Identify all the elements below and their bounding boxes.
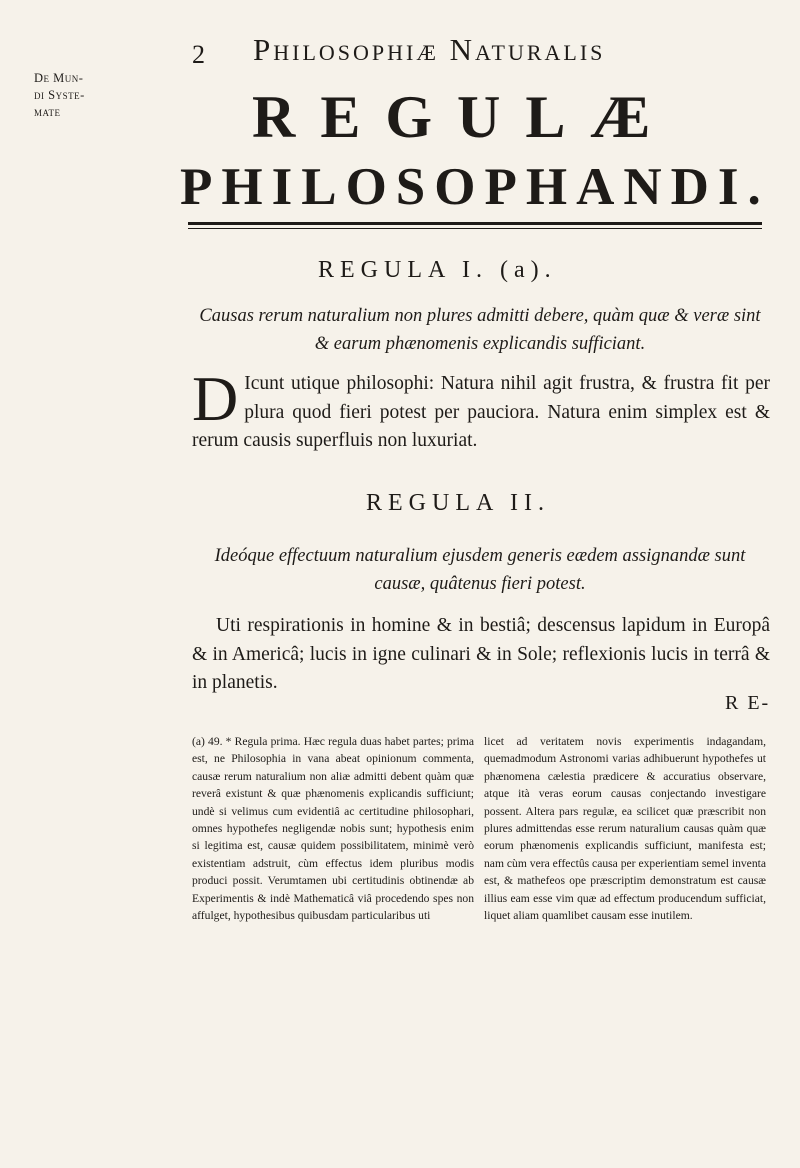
regula-1-body: Icunt utique philosophi: Natura nihil agit frustra, & frustra fit per plura quod fieri potest per pauciora. Natura enim simplex est & rerum causis superfluis non luxuriat. xyxy=(192,373,770,451)
title-rule-thin xyxy=(188,228,762,229)
margin-note-line: di Syste- xyxy=(34,88,85,102)
drop-cap: D xyxy=(192,363,239,434)
catchword: R E- xyxy=(725,692,771,714)
page-number: 2 xyxy=(192,40,205,69)
regula-2-text: Uti respirationis in homine & in bestiâ; descensus lapidum in Europâ & in Americâ; lucis in igne culinari & in Sole; reflexionis lucis in terrâ & in planetis. xyxy=(192,615,770,693)
regula-2-heading: REGULA II. xyxy=(366,490,550,516)
running-title: Philosophiæ Naturalis xyxy=(253,32,606,67)
regula-1-statement: Causas rerum naturalium non plures admitti debere, quàm quæ & veræ sint & earum phænomenis explicandis sufficiant. xyxy=(199,306,761,354)
title-rule-thick xyxy=(188,222,762,225)
regula-1-text xyxy=(192,363,770,456)
margin-note-line: mate xyxy=(34,105,61,119)
title-philosophandi: PHILOSOPHANDI. xyxy=(180,158,770,216)
title-regulae: REGULÆ xyxy=(252,84,676,150)
footnote-column-1: (a) 49. * Regula prima. Hæc regula duas habet partes; prima est, ne Philosophia in vana abeat opinionum commenta, causæ rerum naturalium non aliæ admitti debent quàm quæ reverâ existunt & quæ phænomenis explicandis sufficiunt; undè si velimus cum evidentiâ ac certitudine philosophari, omnes hypothefes negligendæ nobis sunt; hypothesis enim si legitima est, causæ quidem possibilitatem, minimè verò existentiam adstruit, cùm effectus idem pluribus modis produci possit. Verumtamen ubi certitudinis obtinendæ ab Experimentis & indè Mathematicâ viâ procedendo spes non affulget, hypothesibus quibusdam particularibus uti xyxy=(192,735,474,923)
margin-note-line: De Mun- xyxy=(34,71,84,85)
regula-2-statement: Ideóque effectuum naturalium ejusdem generis eædem assignandæ sunt causæ, quâtenus fieri potest. xyxy=(214,546,746,594)
regula-1-heading: REGULA I. (a). xyxy=(318,257,557,283)
margin-note xyxy=(34,70,85,121)
footnote-column-2: licet ad veritatem novis experimentis indagandam, quemadmodum Astronomi varias adhibuerunt hypothefes ut phænomena cælestia prædicere & accuratius observare, atque ità veras eorum causas conjectando investigare possent. Altera pars regulæ, ea scilicet quæ præscribit non plures admittendas esse rerum naturalium causas quàm quæ eorum phænomenis explicandis sufficiunt, manifesta est; nam cùm vera effectûs causa per experientiam semel inventa est, & mathefeos ope præscriptim demonstratum est causæ illius eam esse vim quæ ad effectum producendum sufficiat, liquet aliam quamlibet causam esse inutilem. xyxy=(484,735,766,923)
